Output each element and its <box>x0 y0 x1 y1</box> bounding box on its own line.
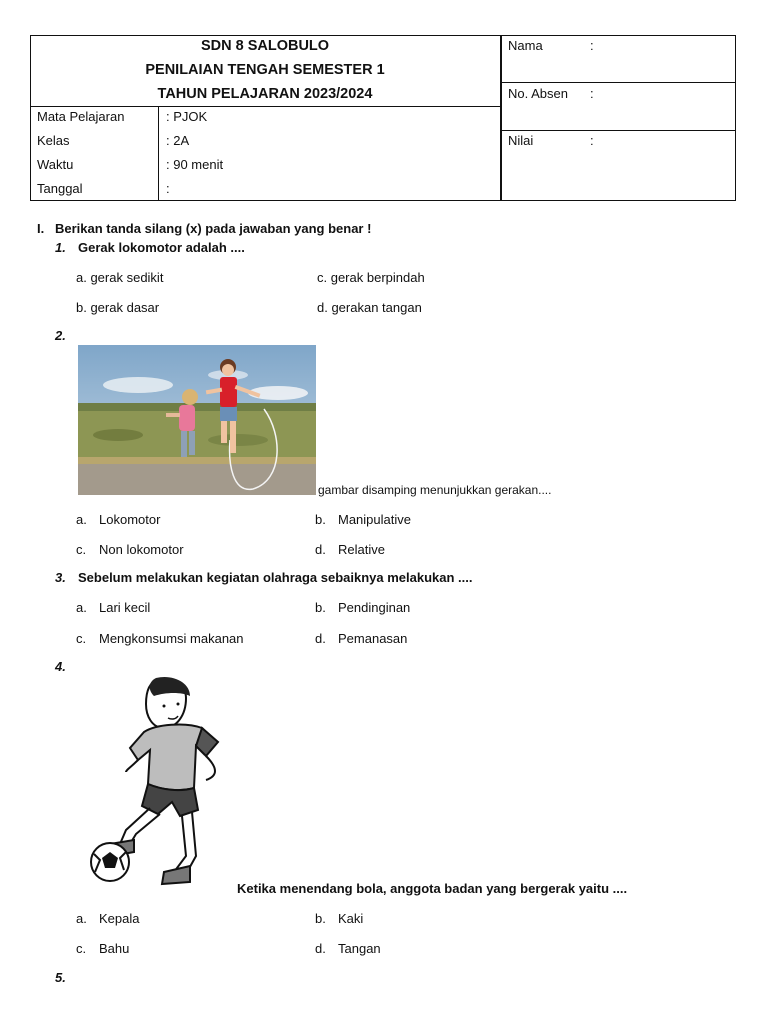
jump-rope-photo <box>78 345 316 495</box>
value-waktu: : 90 menit <box>166 157 224 172</box>
label-nama: Nama <box>508 38 543 53</box>
header-divider-right-2 <box>500 130 736 131</box>
question-3-option-c[interactable]: Mengkonsumsi makanan <box>99 631 244 646</box>
question-2-option-c[interactable]: Non lokomotor <box>99 542 184 557</box>
header-divider-right-1 <box>500 82 736 83</box>
question-5-number: 5. <box>55 970 66 985</box>
question-1-number: 1. <box>55 240 66 255</box>
value-no-absen[interactable]: : <box>590 86 594 101</box>
question-4-option-d[interactable]: Tangan <box>338 941 381 956</box>
question-3-text: Sebelum melakukan kegiatan olahraga sebaiknya melakukan .... <box>78 570 473 585</box>
label-waktu: Waktu <box>37 157 74 172</box>
question-2-option-b[interactable]: Manipulative <box>338 512 411 527</box>
label-kelas: Kelas <box>37 133 70 148</box>
question-4-option-a-letter: a. <box>76 911 87 926</box>
value-kelas: : 2A <box>166 133 190 148</box>
header-divider-vertical <box>500 35 502 201</box>
question-2-option-d-letter: d. <box>315 542 326 557</box>
question-1-option-b[interactable]: b. gerak dasar <box>76 300 160 315</box>
question-2-option-d[interactable]: Relative <box>338 542 385 557</box>
value-mata-pelajaran: : PJOK <box>166 109 208 124</box>
section-number: I. <box>37 221 45 236</box>
question-4-option-c-letter: c. <box>76 941 87 956</box>
question-3-option-b-letter: b. <box>315 600 326 615</box>
question-3-option-a[interactable]: Lari kecil <box>99 600 151 615</box>
question-2-option-a[interactable]: Lokomotor <box>99 512 161 527</box>
question-2-text: gambar disamping menunjukkan gerakan.... <box>318 483 552 497</box>
soccer-boy-illustration <box>86 676 236 888</box>
question-2-option-a-letter: a. <box>76 512 87 527</box>
label-no-absen: No. Absen <box>508 86 568 101</box>
question-3-option-a-letter: a. <box>76 600 87 615</box>
value-nama[interactable]: : <box>590 38 594 53</box>
school-year: TAHUN PELAJARAN 2023/2024 <box>157 86 373 102</box>
label-nilai: Nilai <box>508 133 534 148</box>
question-4-option-a[interactable]: Kepala <box>99 911 140 926</box>
question-2-option-b-letter: b. <box>315 512 326 527</box>
question-4-text: Ketika menendang bola, anggota badan yang bergerak yaitu .... <box>237 881 628 896</box>
question-3-number: 3. <box>55 570 66 585</box>
question-2-number: 2. <box>55 328 66 343</box>
value-nilai: : <box>590 133 594 148</box>
question-4-option-d-letter: d. <box>315 941 326 956</box>
question-4-number: 4. <box>55 659 66 674</box>
exam-title: PENILAIAN TENGAH SEMESTER 1 <box>145 62 385 78</box>
question-3-option-d-letter: d. <box>315 631 326 646</box>
label-tanggal: Tanggal <box>37 181 83 196</box>
question-1-text: Gerak lokomotor adalah .... <box>78 240 245 255</box>
question-4-option-c[interactable]: Bahu <box>99 941 130 956</box>
question-3-option-d[interactable]: Pemanasan <box>338 631 408 646</box>
question-2-option-c-letter: c. <box>76 542 87 557</box>
header-table <box>30 35 736 201</box>
school-name: SDN 8 SALOBULO <box>200 38 330 54</box>
section-instruction: Berikan tanda silang (x) pada jawaban yang benar ! <box>55 221 372 236</box>
value-tanggal: : <box>166 181 170 196</box>
question-4-option-b-letter: b. <box>315 911 326 926</box>
header-divider-left <box>30 106 500 107</box>
question-4-option-b[interactable]: Kaki <box>338 911 364 926</box>
question-3-option-c-letter: c. <box>76 631 87 646</box>
header-divider-label-col <box>158 106 159 201</box>
question-3-option-b[interactable]: Pendinginan <box>338 600 411 615</box>
label-mata-pelajaran: Mata Pelajaran <box>37 109 125 124</box>
question-1-option-d[interactable]: d. gerakan tangan <box>317 300 422 315</box>
question-1-option-c[interactable]: c. gerak berpindah <box>317 270 425 285</box>
question-1-option-a[interactable]: a. gerak sedikit <box>76 270 164 285</box>
